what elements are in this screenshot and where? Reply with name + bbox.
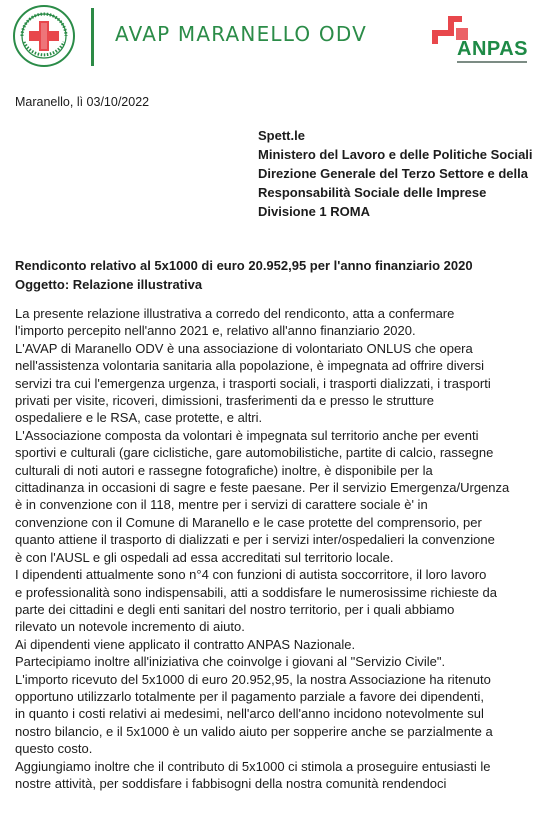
body-line: questo costo. (15, 741, 93, 757)
body-line: è con l'AUSL e gli ospedali ad essa accreditati sul territorio locale. (15, 549, 394, 565)
body-line: privati per visite, ricoveri, dimissioni, trasferimenti da e presso le strutture (15, 393, 435, 409)
subject-line: Rendiconto relativo al 5x1000 di euro 20.952,95 per l'anno finanziario 2020 (15, 258, 473, 273)
body-line: e professionalità sono indispensabili, atti a soddisfare le numerosissime richieste da (15, 584, 497, 600)
body-line: Partecipiamo inoltre all'iniziativa che coinvolge i giovani al "Servizio Civile". (15, 654, 446, 670)
body-line: ospedaliere e le RSA, case protette, e altri. (15, 410, 263, 426)
body-line: Ai dipendenti viene applicato il contratto ANPAS Nazionale. (15, 636, 356, 652)
recipient-line: Direzione Generale del Terzo Settore e della (258, 166, 528, 181)
body-line: L'Associazione composta da volontari è impegnata sul territorio anche per eventi (15, 427, 479, 443)
body-line: quanto attiene il trasporto di dializzati e per i servizi inter/ospedalieri la convenzione (15, 532, 495, 548)
anpas-logo (428, 12, 533, 68)
body-line: servizi tra cui l'emergenza urgenza, i trasporti sociali, i trasporti dializzati, i trasporti (15, 375, 491, 391)
letterhead (0, 0, 545, 75)
body-line: cittadinanza in occasioni di sagre e feste paesane. Per il servizio Emergenza/Urgenza (15, 480, 510, 496)
body-line: sportivi e culturali (gare ciclistiche, gare automobilistiche, partite di calcio, rassegne (15, 445, 494, 461)
body-line: La presente relazione illustrativa a corredo del rendiconto, atta a confermare (15, 306, 455, 321)
recipient-line: Divisione 1 ROMA (258, 204, 370, 219)
anpas-wordmark: ANPAS (457, 38, 529, 60)
letter-body (15, 305, 509, 792)
body-line: opportuno utilizzarlo totalmente per il pagamento parziale a favore dei dipendenti, (15, 688, 485, 704)
body-line: è in convenzione con il 118, mentre per i servizi di carattere sociale è' in (15, 497, 428, 513)
body-line: convenzione con il Comune di Maranello e le case protette del comprensorio, per (15, 514, 482, 530)
body-line: in quanto i costi relativi ai medesimi, nell'arco dell'anno incidono notevolmente sul (15, 706, 484, 722)
subject-line: Oggetto: Relazione illustrativa (15, 277, 203, 292)
subject-block (15, 256, 473, 294)
body-line: Aggiungiamo inoltre che il contributo di 5x1000 ci stimola a proseguire entusiasti le (15, 758, 491, 774)
anpas-tagline-rule (457, 61, 527, 63)
place-and-date: Maranello, lì 03/10/2022 (15, 95, 150, 109)
avap-seal-logo (12, 4, 76, 68)
recipient-block (258, 126, 533, 221)
recipient-line: Spett.le (258, 128, 305, 143)
recipient-line: Ministero del Lavoro e delle Politiche Sociali (258, 147, 533, 162)
body-line: L'AVAP di Maranello ODV è una associazione di volontariato ONLUS che opera (15, 340, 473, 356)
body-line: parte dei cittadini e degli enti sanitari del nostro territorio, per i quali abbiamo (15, 601, 455, 617)
body-line: nostre attività, per soddisfare i fabbisogni della nostra comunità rendendoci (15, 775, 447, 791)
recipient-line: Responsabilità Sociale delle Imprese (258, 185, 487, 200)
body-line: I dipendenti attualmente sono n°4 con funzioni di autista soccorritore, il loro lavoro (15, 567, 487, 583)
body-line: nell'assistenza volontaria sanitaria alla popolazione, è impegnata ad offrire diversi (15, 358, 485, 374)
header-divider (91, 8, 94, 66)
body-line: nostro bilancio, e il 5x1000 è un valido aiuto per sopperire anche se parzialmente a (15, 723, 493, 739)
body-line: culturali di noti autori e rassegne fotografiche) inoltre, è disponibile per la (15, 462, 433, 478)
organization-title: AVAP MARANELLO ODV (115, 22, 367, 46)
body-line: L'importo ricevuto del 5x1000 di euro 20.952,95, la nostra Associazione ha ritenuto (15, 671, 491, 687)
body-line: l'importo percepito nell'anno 2021 e, relativo all'anno finanziario 2020. (15, 323, 416, 339)
body-line: rilevato un notevole incremento di aiuto. (15, 619, 245, 635)
